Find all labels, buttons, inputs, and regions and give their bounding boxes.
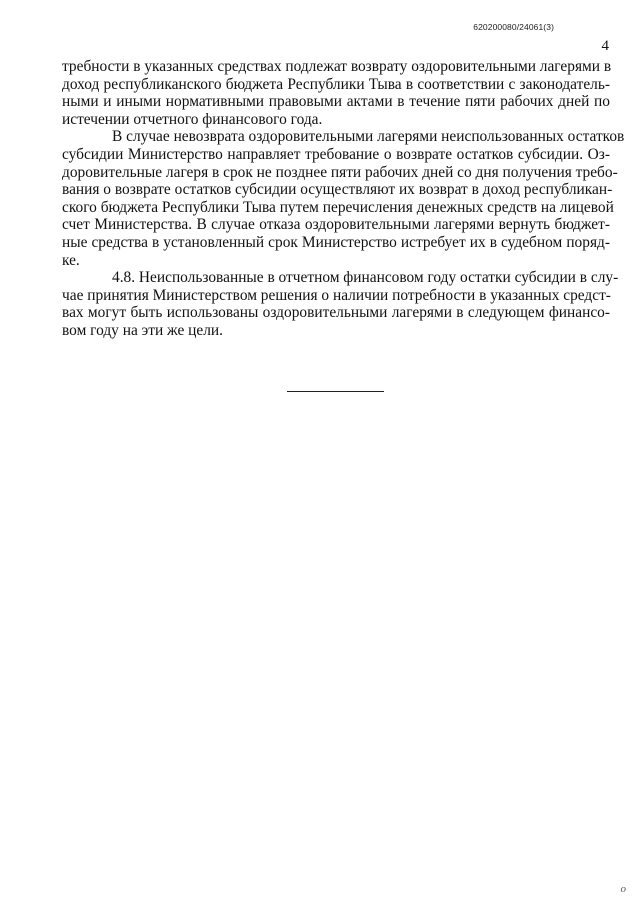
text-line: 4.8. Неиспользованные в отчетном финансовом году остатки субсидии в слу- bbox=[112, 269, 619, 287]
text-line: В случае невозврата оздоровительными лагерями неиспользованных остатков bbox=[112, 128, 625, 146]
text-line: вания о возврате остатков субсидии осуществляют их возврат в доход республикан- bbox=[62, 181, 613, 199]
text-line: ные средства в установленный срок Министерство истребует их в судебном поряд- bbox=[62, 233, 610, 251]
text-line: ными и иными нормативными правовыми актами в течение пяти рабочих дней по bbox=[62, 93, 610, 111]
text-line: субсидии Министерство направляет требование о возврате остатков субсидии. Оз- bbox=[62, 145, 610, 163]
corner-handwritten-mark: о bbox=[620, 883, 626, 895]
text-line: ке. bbox=[62, 251, 80, 269]
paragraph-1 bbox=[62, 58, 610, 128]
text-line: ского бюджета Республики Тыва путем перечисления денежных средств на лицевой bbox=[62, 198, 614, 216]
end-of-text-divider bbox=[287, 391, 384, 392]
paragraph-3 bbox=[62, 269, 619, 339]
text-line: счет Министерства. В случае отказа оздоровительными лагерями вернуть бюджет- bbox=[62, 216, 610, 234]
text-line: доровительные лагеря в срок не позднее пяти рабочих дней со дня получения требо- bbox=[62, 163, 618, 181]
text-line: вом году на эти же цели. bbox=[62, 321, 223, 339]
document-body bbox=[62, 58, 625, 340]
text-line: вах могут быть использованы оздоровительными лагерями в следующем финансо- bbox=[62, 304, 610, 322]
text-line: доход республиканского бюджета Республики Тыва в соответствии с законодатель- bbox=[62, 75, 610, 93]
text-line: истечении отчетного финансового года. bbox=[62, 110, 323, 128]
document-code: 620200080/24061(3) bbox=[473, 22, 554, 32]
text-line: чае принятия Министерством решения о наличии потребности в указанных средст- bbox=[62, 286, 611, 304]
page-number: 4 bbox=[601, 38, 609, 54]
text-line: требности в указанных средствах подлежат возврату оздоровительными лагерями в bbox=[62, 58, 612, 75]
paragraph-2 bbox=[62, 128, 625, 269]
